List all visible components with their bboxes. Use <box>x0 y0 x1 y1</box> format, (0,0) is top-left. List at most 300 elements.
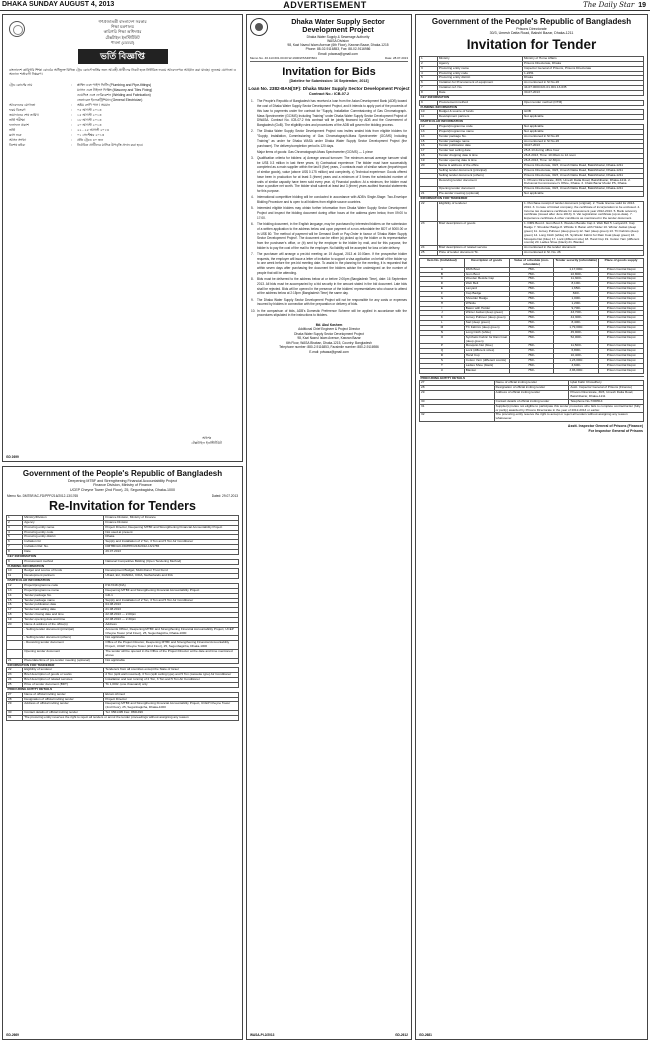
row-value: UKaid, EU, DANIDA, CIDA, Netherlands and IDA <box>104 574 239 579</box>
procuring-entity-table <box>419 376 644 423</box>
row-value: Inspector General of Prisons, Prisons Directorate <box>523 66 644 71</box>
row-number: 30 <box>7 711 23 716</box>
schedule-cell: Synthetic Fabric for Rain Coat (deep green) <box>464 335 509 344</box>
tender-details-table <box>419 56 644 256</box>
row-label: Selling tender document (others) <box>437 173 522 178</box>
row-label: Tender package name <box>437 139 522 144</box>
org-email: Email: pdwasa@gmail.com <box>318 51 358 56</box>
row-number: 2 <box>420 61 438 66</box>
row-value: Not applicable <box>523 125 644 130</box>
schedule-cell: Prison Central Depot <box>599 359 644 364</box>
schedule-cell: Prison Central Depot <box>599 301 644 306</box>
row-value: Open tender method (OTM) <box>523 100 644 105</box>
schedule-cell: Prison Central Depot <box>599 277 644 282</box>
schedule-cell: TC Fabrics (deep green) <box>464 326 509 331</box>
row-number <box>7 650 23 659</box>
table-row <box>420 222 644 246</box>
schedule-cell: Mosquito Net (blue) <box>464 344 509 349</box>
detail-label: আসন সংখ্যা <box>9 137 27 142</box>
row-value: Project Director <box>104 697 239 702</box>
signatory-office: For Inspector General of Prisons <box>588 428 643 433</box>
paragraph-number: 10. <box>251 308 256 313</box>
schedule-cell: Prison Central Depot <box>599 368 644 373</box>
paragraph-text: Major items of goods: Gas Chromatograph-Mass Spectrometer (GC/MS) — 1 piece <box>257 149 373 154</box>
schedule-cell: E <box>420 287 465 292</box>
row-number: 14 <box>7 593 23 598</box>
detail-value: প্রতি ট্রেডে ৪০ জন <box>77 137 103 142</box>
row-label: Address of official inviting tender <box>494 391 569 400</box>
paragraph-number: 3. <box>251 156 254 160</box>
row-label: Ministry <box>437 57 522 62</box>
paper-name <box>583 1 646 11</box>
row-value: National Competitive Bidding (Open Tendering Method) <box>104 559 239 564</box>
paragraph-text: The Dhaka Water Supply Sector Development Project now invites sealed bids from eligible bidders for "Supply, Installation, Commissioning of Gas Chromatograph-Mass Spectrometer (GC/MS) Including Training" as under for Dhaka WASA under Dhaka Water Supply Sector Development Project (the purchaser). The delivery/completion period is 120 days. <box>257 129 407 148</box>
row-value: The tender will be opened in the Office of the Project Director at the date and time mentioned above <box>104 650 239 659</box>
schedule-cell: A <box>420 267 465 272</box>
row-number: 20 <box>7 622 23 627</box>
signatory-title: অধ্যক্ষ <box>202 436 212 441</box>
detail-value: ওয়েল্ডিং এবং ফেব্রিকেশন (Welding and Fabrication) <box>77 92 151 97</box>
row-number: 22 <box>7 668 23 673</box>
detail-value: ১৮ আগস্ট ২০১৩ <box>77 117 102 122</box>
section-heading: PARTICULAR INFORMATION <box>420 120 644 125</box>
row-label: Project/programme name <box>23 588 104 593</box>
row-value: Prisons Directorate, Dhaka <box>523 61 644 66</box>
row-number: 1 <box>7 515 23 520</box>
row-label: Receiving tender document <box>437 178 522 187</box>
detail-separator: : <box>71 127 72 132</box>
ad-code: GD-2669 <box>6 1033 19 1037</box>
office-address: UCEP Cheyne Tower (2nd Floor), 25, Segunbagicha, Dhaka-1000 <box>70 488 175 493</box>
row-label: Procuring entity code <box>437 71 522 76</box>
schedule-cell: 750/- <box>509 296 554 301</box>
row-number: 28 <box>420 386 495 391</box>
paragraph-number: 6. <box>251 222 254 227</box>
ad-code: WASA-PI-2/2013 <box>250 1033 275 1037</box>
schedule-cell: Prison Central Depot <box>599 335 644 344</box>
detail-value: প্লাম্বিং এবং পাইপ ফিটিং (Plumbing and Pipe-fittings) <box>77 82 152 87</box>
row-label: Budget & source of funds <box>437 110 522 115</box>
row-label: Address of official inviting tender <box>23 702 104 711</box>
row-number: 16 <box>420 144 438 149</box>
row-value: GD-1 <box>104 593 239 598</box>
row-number: 18 <box>420 154 438 159</box>
header-line: শিক্ষা মন্ত্রণালয় <box>111 24 134 30</box>
row-value: Dhaka <box>523 76 644 81</box>
row-value: Ministry of Home Affairs <box>523 57 644 62</box>
paragraph-text: Interested eligible bidders may obtain further information from Dhaka Water Supply Sector Development Project and inspect the bidding document during office hours at the address given below, from 09:00 to 17:00. <box>257 206 407 220</box>
row-value: 21.08.2013 <box>104 608 239 613</box>
paragraph-text: In the comparison of bids, ADB's Domestic Preference Scheme will be applied in accordance with the procedures stipulated in the instructions to bidders. <box>257 308 407 318</box>
detail-label: ফরম বিতরণ <box>9 107 26 112</box>
row-label: Tender last selling date <box>437 149 522 154</box>
section-heading: KEY INFORMATION <box>7 554 239 559</box>
row-label: Designation of official inviting tender <box>23 697 104 702</box>
row-value: P117248 (IDA) <box>104 583 239 588</box>
row-label: - Selling tender document (others) <box>23 636 104 641</box>
schedule-cell: Prison Central Depot <box>599 330 644 335</box>
detail-value: নির্বাচিত প্রার্থীদের মাসিক উপবৃত্তি প্রদান করা হবে। <box>77 142 144 147</box>
bid-paragraph <box>251 150 407 155</box>
table-row <box>420 413 644 422</box>
bid-paragraph <box>251 309 407 318</box>
schedule-cell: Whistle <box>464 301 509 306</box>
bid-paragraph <box>251 252 407 276</box>
header-line: কারিগরি শিক্ষা অধিদপ্তর <box>103 29 142 35</box>
row-label: Procuring entity code <box>23 530 104 535</box>
table-row <box>420 251 644 256</box>
table-row <box>7 716 239 721</box>
tender-details-table <box>6 515 239 721</box>
row-number: 19 <box>420 159 438 164</box>
schedule-cell: Wooden Beside Cap <box>464 277 509 282</box>
row-label: Brief descriptions of goods <box>437 222 522 246</box>
row-label: Tender last selling date <box>23 608 104 613</box>
schedule-cell: 750/- <box>509 277 554 282</box>
row-value: 26-8-2013, Time: 10.00am to 12.noon <box>523 154 644 159</box>
row-label: Procurement method <box>437 100 522 105</box>
row-number: 13 <box>7 588 23 593</box>
schedule-cell: 11,500/- <box>554 344 599 349</box>
invitation-for-bids-ad <box>246 14 412 1040</box>
paragraph-text: Qualification criteria for bidders: a) Average annual turnover: The minimum annual average turnover shall be US$ 0.3 million in last three years. b) Contractual experience: The bidder must have successfully completed as a main supplier within the last 5 (five) years, 2 contracts each of similar nature (import/export of similar goods), value (above US$ 0.175 million) and complexity. c) Technical experience: Goods offered have been in production for at least 3 (three) years and a minimum of 3 times the scheduled number of units of similar capacity have been sold every year. d) Financial position: At a minimum, the bidder must have a positive net worth. The bidder shall submit at least last 3 (three) years audited financial statements for this purpose. <box>257 156 407 194</box>
row-label: Budget and source of funds <box>23 569 104 574</box>
paragraph-number: 9. <box>251 297 254 302</box>
row-label: Name of official inviting tender <box>23 692 104 697</box>
schedule-cell: 750/- <box>509 306 554 311</box>
row-value: Tel: 9561495 Fax: 9561496 <box>104 711 239 716</box>
row-number: 10 <box>420 110 438 115</box>
row-value: Prisons Directorate, 30/3, Umesh Datta Road, Bakshibazar, Dhaka-1211 <box>523 173 644 178</box>
schedule-cell: O <box>420 335 465 344</box>
schedule-cell: 8,400/- <box>554 321 599 326</box>
paragraph-number: 4. <box>251 195 254 200</box>
detail-label: ট্রেড কোর্সের নাম <box>9 82 33 87</box>
row-label: Opening tender document <box>437 187 522 192</box>
ad-code-secondary: GD-2612 <box>395 1033 408 1037</box>
schedule-cell: Prison Central Depot <box>599 326 644 331</box>
row-value: Not applicable <box>523 192 644 197</box>
memo-date: Date: 28.07.2013 <box>384 55 408 60</box>
schedule-cell: 750/- <box>509 301 554 306</box>
section-heading: FUNDING INFORMATION <box>7 564 239 569</box>
schedule-cell: 1,650/- <box>554 287 599 292</box>
row-label: Procuring entity district <box>437 76 522 81</box>
directorate-address: 30/3, Umesh Datta Road, Bakshi Bazar, Dhaka-1211 <box>489 31 574 36</box>
row-label: Date <box>23 549 104 554</box>
row-label: Brief descriptions of related service <box>437 246 522 251</box>
schedule-cell: DMS Boot <box>464 267 509 272</box>
bid-paragraph <box>251 156 407 194</box>
row-value: Supply and Installation of 2 Ton, 3 Ton and 5 Ton Air Conditioner <box>104 540 239 545</box>
paragraph-number: 8. <box>251 277 254 282</box>
row-number: 21 <box>7 658 23 663</box>
row-value: Prisons Directorate, 30/3, Umesh Datta Road, Bakshibazar, Dhaka-1211 <box>569 391 644 400</box>
row-label: Invitation Ref. No. <box>23 545 104 550</box>
schedule-cell: F <box>420 291 465 296</box>
memo-date: Dated: 29.07.2013 <box>211 493 238 498</box>
section-heading: PROCURING ENTITY DETAILS <box>420 376 644 381</box>
schedule-cell: J <box>420 311 465 316</box>
row-value: DMTBF/AC-FD/PPF/216/2012-13/1765 <box>104 545 239 550</box>
row-value: 30-07-2013 <box>523 91 644 96</box>
row-value: Prisons Directorate, 30/3, Umesh Datta Road, Bakshibazar, Dhaka-1211 <box>523 187 644 192</box>
schedule-cell: 750/- <box>509 267 554 272</box>
row-value: 29.07.2013 <box>104 549 239 554</box>
signatory-name: Md. Abul Kashem <box>315 323 343 327</box>
admission-notice-ad <box>2 14 243 462</box>
row-value: 44-07.0000.021.01.001.13-635 <box>523 86 644 91</box>
row-value: Ekram Ahmed <box>104 692 239 697</box>
schedule-cell: 45,900/- <box>554 330 599 335</box>
detail-label: বিশেষ দ্রষ্টব্য <box>9 142 26 147</box>
row-label: Project/programme name <box>437 129 522 134</box>
schedule-cell: 1,79,000/- <box>554 326 599 331</box>
header-line: গণপ্রজাতন্ত্রী বাংলাদেশ সরকার <box>98 19 147 24</box>
detail-row <box>9 143 236 148</box>
row-number: 25 <box>7 683 23 688</box>
row-value: 25-8-13 during office hour <box>523 149 644 154</box>
row-number: 6 <box>7 540 23 545</box>
row-number: 11 <box>7 574 23 579</box>
schedule-cell: M <box>420 326 465 331</box>
row-label: Name & address of the office <box>437 163 522 168</box>
signatory-detail: Telephone number: 880-2-9116853, Facsimile number: 880-2-9116986 <box>279 345 379 350</box>
bid-paragraph <box>251 206 407 220</box>
row-number: 4 <box>420 71 438 76</box>
row-label: Development partners <box>23 574 104 579</box>
row-number: 30 <box>420 399 495 404</box>
row-value: 2 Ton (split wall mounted), 3 Ton (split ceiling type) and 5 Ton (cassette type) Air Conditioner <box>104 673 239 678</box>
schedule-cell: 52,000/- <box>554 335 599 344</box>
row-value: 1. Prisons Directorate, 30/3, Umesh Datta Road, Bakshibazar, Dhaka-1211. 2. Divisional Commissioner's Office, Dhaka. 3. Chalk Bazar Model PS, Dhaka <box>523 178 644 187</box>
row-number: 29 <box>7 702 23 711</box>
org-address: 98, Kazi Nazrul Islam Avenue (6th Floor), Kawran Bazar, Dhaka-1215 <box>287 43 389 48</box>
schedule-row <box>420 368 644 373</box>
schedule-cell: 750/- <box>509 368 554 373</box>
table-row <box>420 201 644 221</box>
government-heading: Government of the People's Republic of Bangladesh <box>22 469 223 478</box>
row-number: 32 <box>420 413 495 422</box>
schedule-cell: 1,23,000/- <box>554 359 599 364</box>
row-value: Deepening MTBF and Strengthening Financial Accountability Project, UCEP Cheyne Tower (2nd Floor), 25, Segunbagicha, Dhaka-1000 <box>104 702 239 711</box>
schedule-cell: 750/- <box>509 349 554 354</box>
row-number <box>7 641 23 650</box>
schedule-cell: Prison Central Depot <box>599 306 644 311</box>
row-label: Invitation for Procurement of equipment <box>437 81 522 86</box>
schedule-cell: Prison Central Depot <box>599 267 644 272</box>
paragraph-text: The bidding document, in the English language, may be purchased by interested bidders on the submission of a written application to the address below and upon payment of a non-refundable fee BDT of 5000.00 or in US$ 80. The method of payment will be Demand Draft or Pay-Order in favour of 'Dhaka Water Supply Sector Development Project'. The document can be either (a) picked up by the bidder or its representative from the purchaser's office, or (b) sent by the employer to the bidder by mail, and for this purpose, the bidder is to pay the cost of the mail to the employer. No liability will be accepted for loss or late delivery. <box>257 222 407 250</box>
detail-value: ১৫ আগস্ট ২০১৩ <box>77 112 102 117</box>
row-value: 26-8-2013, Time: 12.30pm <box>523 159 644 164</box>
row-label: Price of tender document (BDT) <box>23 683 104 688</box>
row-number: 3 <box>420 66 438 71</box>
row-number: 5 <box>7 535 23 540</box>
row-value: Tenderers from all countries except the State of Israel <box>104 668 239 673</box>
row-value: As mentioned in Sl No-26 <box>523 139 644 144</box>
signatory-detail: Dhaka Water Supply Sector Development Project <box>294 331 364 336</box>
schedule-cell: Q <box>420 349 465 354</box>
tender-signature <box>420 424 643 433</box>
schedule-header-cell: Description of goods <box>464 258 509 267</box>
row-label: Tender package No. <box>23 593 104 598</box>
schedule-cell: 1,200/- <box>554 301 599 306</box>
section-heading: INFORMATION FOR TENDERER <box>420 196 644 201</box>
schedule-cell: Prison Central Depot <box>599 296 644 301</box>
memo-number: Memo No. DMTBF/AC-FD/PPF/216/2012-13/1765 <box>7 493 79 498</box>
paragraph-number: 2. <box>251 129 254 134</box>
bid-paragraph <box>251 298 407 307</box>
detail-label: জমাদানের শেষ তারিখ <box>9 112 39 117</box>
submission-deadline: [Dateline for Submission: 16 September, 2013] <box>289 79 369 84</box>
row-number: 21 <box>420 192 438 197</box>
row-number: 12 <box>420 125 438 130</box>
schedule-cell: 750/- <box>509 335 554 344</box>
row-value: Supply and Installation of 2 Ton, 3 Ton and 5 Ton Air Conditioner <box>104 598 239 603</box>
paragraph-text: International competitive bidding will be conducted in accordance with ADB's Single-Stage: Two-Envelope Bidding Procedure and is open to all bidders from eligible source countries. <box>257 195 407 205</box>
row-label: Project/programme code <box>437 125 522 130</box>
detail-label: ফলাফল প্রকাশ <box>9 122 29 127</box>
row-label: Procuring entity name <box>437 66 522 71</box>
schedule-cell: P <box>420 344 465 349</box>
row-value: Not applicable <box>104 636 239 641</box>
row-number <box>7 627 23 636</box>
contract-number: Contract No.: ICB-07.2 <box>308 91 350 96</box>
row-label: Name of official inviting tender <box>494 381 569 386</box>
schedule-cell: 750/- <box>509 321 554 326</box>
row-value: 22.08.2013 — 2.00pm <box>104 613 239 618</box>
ad-code: GD-2681 <box>419 1033 432 1037</box>
bid-paragraph <box>251 99 407 127</box>
row-label: Selling tender document (principal) <box>437 168 522 173</box>
row-number: 3 <box>7 525 23 530</box>
row-label: Procurement method <box>23 559 104 564</box>
schedule-cell: L <box>420 321 465 326</box>
schedule-cell: Prison Central Depot <box>599 291 644 296</box>
bid-paragraph <box>251 129 407 148</box>
detail-separator: : <box>71 117 72 122</box>
row-label: Tender opening date & time <box>437 159 522 164</box>
row-label: Price of tender document Tk. <box>437 251 522 256</box>
schedule-cell: 44,300/- <box>554 316 599 321</box>
detail-value: ০৫ আগস্ট ২০১৩ <box>77 107 102 112</box>
row-label: Agency <box>437 61 522 66</box>
schedule-cell: 750/- <box>509 359 554 364</box>
schedule-cell: Ladies Shoe (black) <box>464 363 509 368</box>
row-number: 31 <box>7 716 23 721</box>
notice-details <box>9 83 236 148</box>
schedule-cell: Lanyard <box>464 287 509 292</box>
schedule-cell: 8,100/- <box>554 282 599 287</box>
schedule-cell: Prison Central Depot <box>599 282 644 287</box>
row-label: Project/programme code <box>23 583 104 588</box>
detail-label: ক্লাস শুরু <box>9 132 22 137</box>
row-label: Eligibility of tenderer <box>437 201 522 221</box>
newspaper-masthead <box>0 0 650 11</box>
section-heading: KEY INFORMATION <box>420 95 644 100</box>
memo-line <box>7 494 238 498</box>
schedule-header-row <box>420 258 644 267</box>
schedule-cell: Prison Central Depot <box>599 349 644 354</box>
header-line: পাবনা (ডেমরা) <box>110 39 135 45</box>
row-value: As mentioned in the tender document <box>523 246 644 251</box>
government-heading: Government of the People's Republic of Bangladesh <box>431 17 632 26</box>
invitation-for-tender-ad <box>415 14 648 1040</box>
row-label: The procuring entity reserves the right to reject all tenders or annul the tender proceedings without assigning any reason <box>23 716 239 721</box>
row-value: 1. DMS Boot 2. Gum Boot 3. Wooden Beside Cap 4. Web Belt 5. Lanyard 6. Cap Badge 7. Shoulder Badge 8. Whistle 9. Baton with Holder 10. Winter Jacket (deep green) 11. Jersey Pullover (deep green) 12. Sari (deep green) 13. TC Fabrics (deep green) 14. Long Cloth (white) 15. Synthetic Fabric for Rain Coat (deep green) 16. Mosquito Net (blue) 17. Lock (different size) 18. Hand Cup 19. Cotton Yarn (different counts) 20. Ladies Shoe (black) 21. Blanket <box>523 222 644 246</box>
project-name: Deepening MTBF and Strengthening Financial Accountability Project <box>67 478 178 483</box>
row-value: Telephone No-7300514 <box>569 399 644 404</box>
schedule-cell: 43,700/- <box>554 311 599 316</box>
schedule-cell: Hand Cup <box>464 354 509 359</box>
row-number: 17 <box>7 608 23 613</box>
ad-code: GD 2699 <box>6 455 19 459</box>
row-label: Designation of official inviting tender <box>494 386 569 391</box>
row-label: - Receiving tender document <box>23 641 104 650</box>
row-value: 1. Purchase receipt of tender document (original). 2. Trade license valid for 2013-2014. 3. In case of limited company, the certificate of incorporation to be enclosed. 4. Income tax clearance certificate for assessment year 2012-2013. 5. Bank solvency certificate (issued after June 2013). 6. Vat registration certificate (up-to-date). 7. Experience certificate & other conditions as mentioned in the tender document. <box>523 201 644 221</box>
schedule-cell: 750/- <box>509 316 554 321</box>
row-number: 15 <box>420 139 438 144</box>
bid-paragraph <box>251 195 407 204</box>
memo-line <box>250 57 408 62</box>
row-number: 28 <box>7 697 23 702</box>
schedule-cell: Lock (different sizes) <box>464 349 509 354</box>
schedule-cell: U <box>420 368 465 373</box>
detail-value: ২০ আগস্ট ২০১৩ <box>77 122 102 127</box>
paragraph-text: The Dhaka Water Supply Sector Development Project will not be responsible for any costs or expenses incurred by bidders in connection with the preparation or delivery of bids. <box>257 297 407 307</box>
row-label: Brief description of goods or works <box>23 673 104 678</box>
schedule-cell: C <box>420 277 465 282</box>
bid-signature <box>247 323 411 354</box>
row-number: 5 <box>420 76 438 81</box>
division-name: Finance Division, Ministry of Finance <box>93 483 152 488</box>
row-label: Tender package No. <box>437 134 522 139</box>
row-label: Eligibility of tenderer <box>23 668 104 673</box>
row-value: Dhaka <box>104 535 239 540</box>
schedule-cell: Prison Central Depot <box>599 311 644 316</box>
row-value: As mentioned in Sl. No. 26 <box>523 251 644 256</box>
row-number: 22 <box>420 201 438 221</box>
row-value: Prisons Directorate, 30/3, Umesh Datta Road, Bakshibazar, Dhaka-1211 <box>523 163 644 168</box>
row-number: 1 <box>420 57 438 62</box>
schedule-cell: 750/- <box>509 287 554 292</box>
row-value: Deepening MTBF and Strengthening Financial Accountability Project <box>104 588 239 593</box>
schedule-cell: 750/- <box>509 330 554 335</box>
row-label: Contact details of official inviting tender <box>494 399 569 404</box>
row-number: 9 <box>420 100 438 105</box>
bid-paragraph <box>251 277 407 296</box>
loan-number: Loan No. 2382-BAN(SF): Dhaka Water Supply Sector Development Project <box>248 85 410 91</box>
row-label: Pre-tender meeting (optional) <box>437 192 522 197</box>
division-name: WASA Division <box>327 38 349 43</box>
schedule-cell: 10,400/- <box>554 354 599 359</box>
schedule-header-cell: Value of schedule (non-refundable) <box>509 258 554 267</box>
schedule-cell: Prison Central Depot <box>599 321 644 326</box>
row-number: 7 <box>420 86 438 91</box>
row-label: Procuring entity district <box>23 535 104 540</box>
tender-title: Re-Invitation for Tenders <box>48 498 196 513</box>
org-phone: Phone: 88-02-9116853, Fax: 88-02-9116986 <box>305 47 371 52</box>
schedule-cell: D <box>420 282 465 287</box>
row-number: 19 <box>7 617 23 622</box>
row-value: Not applicable <box>104 658 239 663</box>
row-value: Project Director, Deepening MTBF and Strengthening Financial Accountability Project <box>104 525 239 530</box>
row-label: Supplier(s) is/are not eligible to participate this tender procedure who fails to complete contract/order (fully or partly) awarded by Prisons Directorate in the year of 2012-2013 or earlier. <box>494 404 643 413</box>
schedule-cell: Prison Central Depot <box>599 363 644 368</box>
row-label: Invitation for <box>23 540 104 545</box>
detail-label: আবেদনের যোগ্যতা <box>9 102 36 107</box>
signatory-office: টেক্সটাইল ইনস্টিটিউট <box>191 440 222 445</box>
